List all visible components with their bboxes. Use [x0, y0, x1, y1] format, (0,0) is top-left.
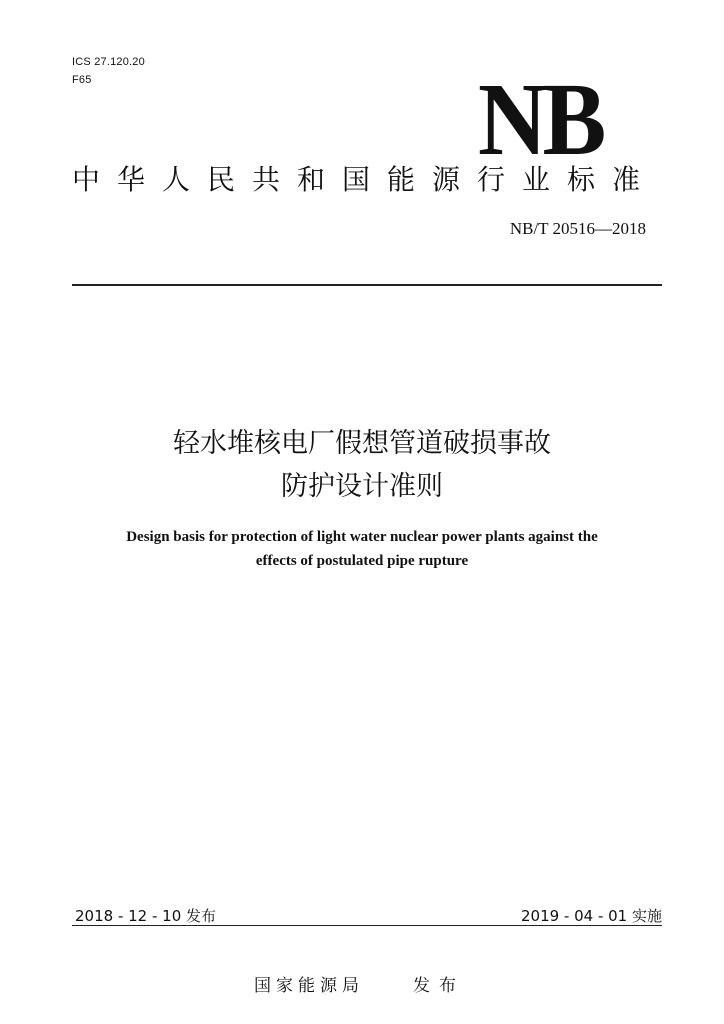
ccs-code: F65	[72, 74, 92, 86]
issue-verb: 发布	[413, 976, 465, 996]
title-en-line2: effects of postulated pipe rupture	[255, 553, 469, 569]
issue-date: 2018 - 12 - 10 发布	[75, 907, 217, 925]
bottom-divider	[72, 925, 662, 926]
ics-code: ICS 27.120.20	[72, 56, 145, 68]
standard-category: 中华人民共和国能源行业标准	[72, 163, 658, 196]
implementation-date: 2019 - 04 - 01 实施	[520, 907, 662, 925]
top-divider	[72, 284, 662, 286]
nb-logo: NB	[478, 62, 602, 177]
standard-number: NB/T 20516—2018	[509, 219, 646, 238]
title-zh-line1: 轻水堆核电厂假想管道破损事故	[173, 428, 551, 459]
title-zh-line2: 防护设计准则	[281, 471, 443, 502]
issuer: 国家能源局	[254, 976, 364, 996]
title-en-line1: Design basis for protection of light water nuclear power plants against the	[126, 529, 598, 545]
